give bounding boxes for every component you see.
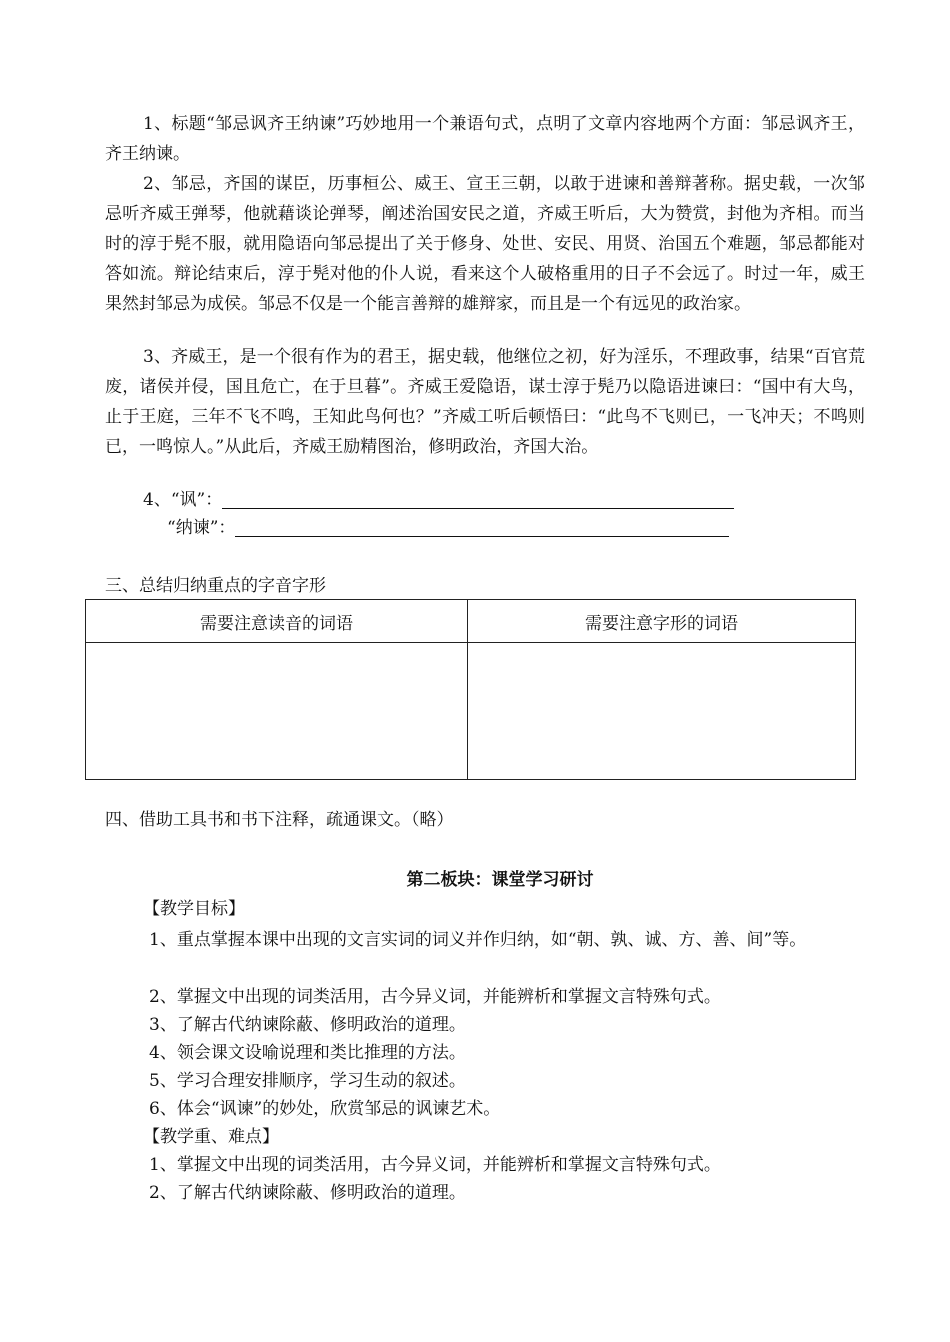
key-points-heading: 【教学重、难点】 (143, 1127, 279, 1147)
goal-item: 6、体会“讽谏”的妙处，欣赏邹忌的讽谏艺术。 (149, 1099, 501, 1119)
goal-item: 3、了解古代纳谏除蔽、修明政治的道理。 (149, 1015, 466, 1035)
paragraph-zouji-bio: 2、邹忌，齐国的谋臣，历事桓公、威王、宣王三朝，以敢于进谏和善辩著称。据史载，一次邹忌听齐威王弹琴，他就藉谈论弹琴，阐述治国安民之道，齐威王听后，大为赞赏，封他为齐相。而当时的淳于髡不服，就用隐语向邹忌提出了关于修身、处世、安民、用贤、治国五个难题，邹忌都能对答如流。辩论结束后，淳于髡对他的仆人说，看来这个人破格重用的日子不会远了。时过一年，威王果然封邹忌为成侯。邹忌不仅是一个能言善辩的雄辩家，而且是一个有远见的政治家。 (105, 174, 865, 314)
goals-heading: 【教学目标】 (143, 899, 245, 919)
goal-item: 5、学习合理安排顺序，学习生动的叙述。 (149, 1071, 466, 1091)
goal-item: 4、领会课文设喻说理和类比推理的方法。 (149, 1043, 466, 1063)
block-two-title: 第二板块：课堂学习研讨 (406, 870, 594, 890)
fill-in-najian-blank[interactable] (235, 518, 729, 537)
fill-in-najian (167, 516, 729, 540)
table-cell-pronunciation[interactable] (86, 643, 468, 780)
fill-in-najian-label: “纳谏”： (167, 518, 236, 538)
paragraph-qiweiwang-bio: 3、齐威王，是一个很有作为的君王，据史载，他继位之初，好为淫乐，不理政事，结果“百官荒废，诸侯并侵，国且危亡，在于旦暮”。齐威王爱隐语，谋士淳于髡乃以隐语进谏曰：“国中有大鸟，止于王庭，三年不飞不鸣，王知此鸟何也？”齐威工听后顿悟曰：“此鸟不飞则已，一飞冲天；不鸣则已，一鸣惊人。”从此后，齐威王励精图治，修明政治，齐国大治。 (105, 347, 865, 457)
table-cell-form[interactable] (468, 643, 856, 780)
pronunciation-form-table (85, 599, 856, 780)
fill-in-feng-blank[interactable] (222, 490, 734, 509)
section-three-heading: 三、总结归纳重点的字音字形 (105, 576, 326, 596)
key-point-item: 1、掌握文中出现的词类活用，古今异义词，并能辨析和掌握文言特殊句式。 (149, 1155, 721, 1175)
fill-in-feng-label: 4、“讽”： (143, 490, 223, 510)
goal-item: 2、掌握文中出现的词类活用，古今异义词，并能辨析和掌握文言特殊句式。 (149, 987, 721, 1007)
goal-item: 1、重点掌握本课中出现的文言实词的词义并作归纳，如“朝、孰、诚、方、善、间”等。 (149, 930, 807, 950)
table-header-pronunciation: 需要注意读音的词语 (86, 600, 468, 643)
paragraph-title-analysis: 1、标题“邹忌讽齐王纳谏”巧妙地用一个兼语句式，点明了文章内容地两个方面：邹忌讽齐王，齐王纳谏。 (105, 114, 865, 164)
fill-in-feng (143, 488, 734, 512)
section-four-heading: 四、借助工具书和书下注释，疏通课文。（略） (105, 810, 454, 830)
key-point-item: 2、了解古代纳谏除蔽、修明政治的道理。 (149, 1183, 466, 1203)
table-header-form: 需要注意字形的词语 (468, 600, 856, 643)
